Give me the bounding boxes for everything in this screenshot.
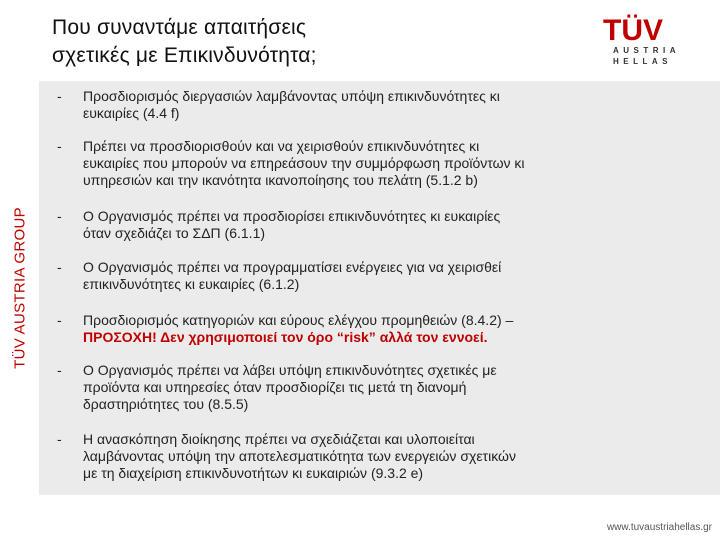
warning-highlight: ΠΡΟΣΟΧΗ! Δεν χρησιμοποιεί τον όρο “risk” αλλά τον εννοεί. (83, 329, 488, 345)
logo-sub-austria: AUSTRIA (613, 46, 681, 55)
bullet-line: Ο Οργανισμός πρέπει να λάβει υπόψη επικινδυνότητες σχετικές με (83, 362, 497, 378)
bullet-line: Πρέπει να προσδιορισθούν και να χειρισθούν επικινδυνότητες κι (83, 138, 480, 154)
bullet-dash: - (57, 208, 62, 224)
bullet-line: Ο Οργανισμός πρέπει να προγραμματίσει ενέργειες για να χειρισθεί (83, 259, 502, 275)
bullet-line: υπηρεσιών και την ικανότητα ικανοποίησης του πελάτη (5.1.2 b) (83, 172, 478, 188)
bullet-dash: - (57, 259, 62, 275)
page-title (52, 14, 492, 70)
bullet-dash: - (57, 312, 62, 328)
footer-website-link[interactable]: www.tuvaustriahellas.gr (606, 522, 712, 533)
bullet-line: Η ανασκόπηση διοίκησης πρέπει να σχεδιάζεται και υλοποιείται (83, 431, 475, 447)
bullet-line: δραστηριότητες του (8.5.5) (83, 396, 249, 412)
bullet-line: Προσδιορισμός κατηγοριών και εύρους ελέγχου προμηθειών (8.4.2) – (83, 312, 514, 328)
bullet-line: με τη διαχείριση επικινδυνοτήτων κι ευκαιριών (9.3.2 e) (83, 465, 424, 481)
content-panel (39, 81, 720, 495)
bullet-line: προϊόντα και υπηρεσίες όταν προσδιορίζει τις μετά τη διανομή (83, 379, 467, 395)
bullet-line: λαμβάνοντας υπόψη την αποτελεσματικότητα των ενεργειών σχετικών (83, 448, 516, 464)
tuv-austria-hellas-logo (601, 14, 711, 74)
bullet-line: ευκαιρίες (4.4 f) (83, 105, 180, 121)
logo-sub-hellas: HELLAS (613, 57, 672, 66)
bullet-dash: - (57, 138, 62, 154)
side-label (0, 81, 39, 495)
bullet-dash: - (57, 431, 62, 447)
tuv-logo-mark (601, 14, 711, 44)
bullet-line: επικινδυνότητες κι ευκαιρίες (6.1.2) (83, 276, 300, 292)
bullet-line: Προσδιορισμός διεργασιών λαμβάνοντας υπόψη επικινδυνότητες κι (83, 88, 500, 104)
side-label-text: TÜV AUSTRIA GROUP (11, 207, 28, 369)
tuv-logo-text: TÜV (603, 14, 663, 44)
bullet-dash: - (57, 362, 62, 378)
bullet-line: ευκαιρίες που μπορούν να επηρεάσουν την συμμόρφωση προϊόντων κι (83, 155, 525, 171)
bullet-line: όταν σχεδιάζει το ΣΔΠ (6.1.1) (83, 225, 266, 241)
page-title-line-2: σχετικές με Επικινδυνότητα; (52, 44, 317, 67)
page-title-line-1: Που συναντάμε απαιτήσεις (52, 16, 307, 39)
bullet-dash: - (57, 88, 62, 104)
bullet-line: Ο Οργανισμός πρέπει να προσδιορίσει επικινδυνότητες κι ευκαιρίες (83, 208, 501, 224)
